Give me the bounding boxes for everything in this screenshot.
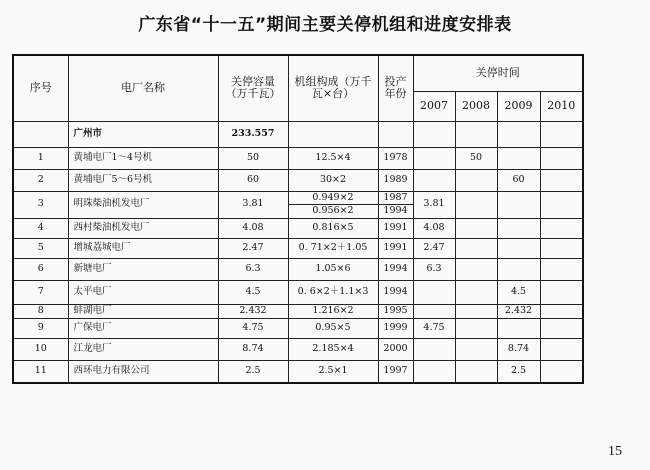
row-2008	[455, 281, 497, 305]
row-seq: 3	[13, 191, 68, 219]
row-2007	[413, 169, 455, 191]
row-unit-composition: 2.5×1	[288, 361, 378, 383]
row-capacity: 6.3	[218, 259, 288, 281]
row-2009: 8.74	[497, 339, 540, 361]
row-2009	[497, 191, 540, 219]
table-row	[13, 305, 583, 319]
row-unit-composition: 1.216×2	[288, 305, 378, 319]
row-commission-year: 1994	[378, 259, 413, 281]
row-unit-composition: 12.5×4	[288, 147, 378, 169]
row-seq: 8	[13, 305, 68, 319]
row-2008	[455, 339, 497, 361]
row-2008	[455, 239, 497, 259]
table-row	[13, 339, 583, 361]
city-name: 广州市	[68, 121, 218, 147]
table-row	[13, 169, 583, 191]
row-2010	[540, 239, 583, 259]
row-commission-year: 1995	[378, 305, 413, 319]
table-row	[13, 147, 583, 169]
row-2010	[540, 319, 583, 339]
header-year-2009: 2009	[497, 91, 540, 121]
row-seq: 6	[13, 259, 68, 281]
row-seq: 9	[13, 319, 68, 339]
row-2007	[413, 281, 455, 305]
row-capacity: 4.5	[218, 281, 288, 305]
row-plant-name: 增城荔城电厂	[68, 239, 218, 259]
header-year-2008: 2008	[455, 91, 497, 121]
row-unit-composition: 0.816×5	[288, 219, 378, 239]
row-unit-composition-part: 0.949×2	[289, 192, 378, 206]
row-capacity: 3.81	[218, 191, 288, 219]
row-2007: 3.81	[413, 191, 455, 219]
row-seq: 2	[13, 169, 68, 191]
header-year-2010: 2010	[540, 91, 583, 121]
row-2009: 4.5	[497, 281, 540, 305]
row-commission-year: 1999	[378, 319, 413, 339]
table-row	[13, 259, 583, 281]
page-number: 15	[608, 444, 622, 459]
row-2010	[540, 147, 583, 169]
header-seq: 序号	[13, 55, 68, 121]
city-row	[13, 121, 583, 147]
row-2009: 2.5	[497, 361, 540, 383]
row-2008	[455, 305, 497, 319]
row-2008	[455, 259, 497, 281]
page-title: 广东省“十一五”期间主要关停机组和进度安排表	[138, 15, 512, 35]
row-2007	[413, 361, 455, 383]
row-2010	[540, 169, 583, 191]
row-commission-year: 1991	[378, 219, 413, 239]
header-shutdown-time: 关停时间	[413, 55, 583, 91]
row-2008	[455, 219, 497, 239]
table-row	[13, 239, 583, 259]
row-2007	[413, 339, 455, 361]
row-unit-composition: 0. 6×2＋1.1×3	[288, 281, 378, 305]
header-plant-name: 电厂名称	[68, 55, 218, 121]
row-2007: 2.47	[413, 239, 455, 259]
row-unit-composition: 0. 71×2＋1.05	[288, 239, 378, 259]
row-plant-name: 蚌湖电厂	[68, 305, 218, 319]
row-plant-name: 江龙电厂	[68, 339, 218, 361]
row-2010	[540, 339, 583, 361]
row-2007	[413, 147, 455, 169]
row-2008: 50	[455, 147, 497, 169]
header-year-2007: 2007	[413, 91, 455, 121]
row-2007: 4.08	[413, 219, 455, 239]
row-commission-year	[378, 191, 413, 219]
row-2010	[540, 191, 583, 219]
row-2009: 2.432	[497, 305, 540, 319]
table-row	[13, 319, 583, 339]
row-commission-year: 1978	[378, 147, 413, 169]
row-2010	[540, 305, 583, 319]
row-commission-year: 1989	[378, 169, 413, 191]
row-plant-name: 太平电厂	[68, 281, 218, 305]
row-capacity: 4.08	[218, 219, 288, 239]
row-commission-year: 1997	[378, 361, 413, 383]
row-2008	[455, 191, 497, 219]
row-seq: 4	[13, 219, 68, 239]
row-seq: 5	[13, 239, 68, 259]
row-unit-composition: 0.95×5	[288, 319, 378, 339]
table-row	[13, 361, 583, 383]
row-seq: 11	[13, 361, 68, 383]
row-unit-composition: 2.185×4	[288, 339, 378, 361]
row-commission-year: 1994	[378, 281, 413, 305]
shutdown-schedule-table	[12, 54, 584, 384]
row-2010	[540, 361, 583, 383]
row-2008	[455, 169, 497, 191]
row-plant-name: 西环电力有限公司	[68, 361, 218, 383]
row-capacity: 2.5	[218, 361, 288, 383]
row-plant-name: 黄埔电厂1～4号机	[68, 147, 218, 169]
row-unit-composition	[288, 191, 378, 219]
row-commission-year: 1991	[378, 239, 413, 259]
row-capacity: 8.74	[218, 339, 288, 361]
row-commission-year-part: 1994	[383, 205, 408, 217]
row-commission-year: 2000	[378, 339, 413, 361]
row-capacity: 60	[218, 169, 288, 191]
row-commission-year-part: 1987	[379, 192, 413, 206]
header-unit-composition: 机组构成（万千瓦×台）	[288, 55, 378, 121]
row-2010	[540, 281, 583, 305]
row-plant-name: 西村柴油机发电厂	[68, 219, 218, 239]
row-unit-composition-part: 0.956×2	[312, 205, 354, 217]
header-capacity: 关停容量（万千瓦）	[218, 55, 288, 121]
row-2010	[540, 219, 583, 239]
row-plant-name: 新塘电厂	[68, 259, 218, 281]
row-capacity: 4.75	[218, 319, 288, 339]
row-seq: 7	[13, 281, 68, 305]
row-2010	[540, 259, 583, 281]
row-2009	[497, 259, 540, 281]
row-2007	[413, 305, 455, 319]
row-2009	[497, 239, 540, 259]
table-row	[13, 191, 583, 219]
row-plant-name: 明珠柴油机发电厂	[68, 191, 218, 219]
row-seq: 1	[13, 147, 68, 169]
row-2007: 6.3	[413, 259, 455, 281]
row-2007: 4.75	[413, 319, 455, 339]
row-plant-name: 黄埔电厂5～6号机	[68, 169, 218, 191]
row-2008	[455, 319, 497, 339]
row-2009	[497, 319, 540, 339]
table-row	[13, 219, 583, 239]
row-capacity: 50	[218, 147, 288, 169]
row-capacity: 2.432	[218, 305, 288, 319]
row-2009	[497, 147, 540, 169]
row-unit-composition: 30×2	[288, 169, 378, 191]
table-row	[13, 281, 583, 305]
row-plant-name: 广保电厂	[68, 319, 218, 339]
row-2009	[497, 219, 540, 239]
row-2009: 60	[497, 169, 540, 191]
row-unit-composition: 1.05×6	[288, 259, 378, 281]
row-seq: 10	[13, 339, 68, 361]
header-commission-year: 投产年份	[378, 55, 413, 121]
city-capacity: 233.557	[218, 121, 288, 147]
row-capacity: 2.47	[218, 239, 288, 259]
row-2008	[455, 361, 497, 383]
